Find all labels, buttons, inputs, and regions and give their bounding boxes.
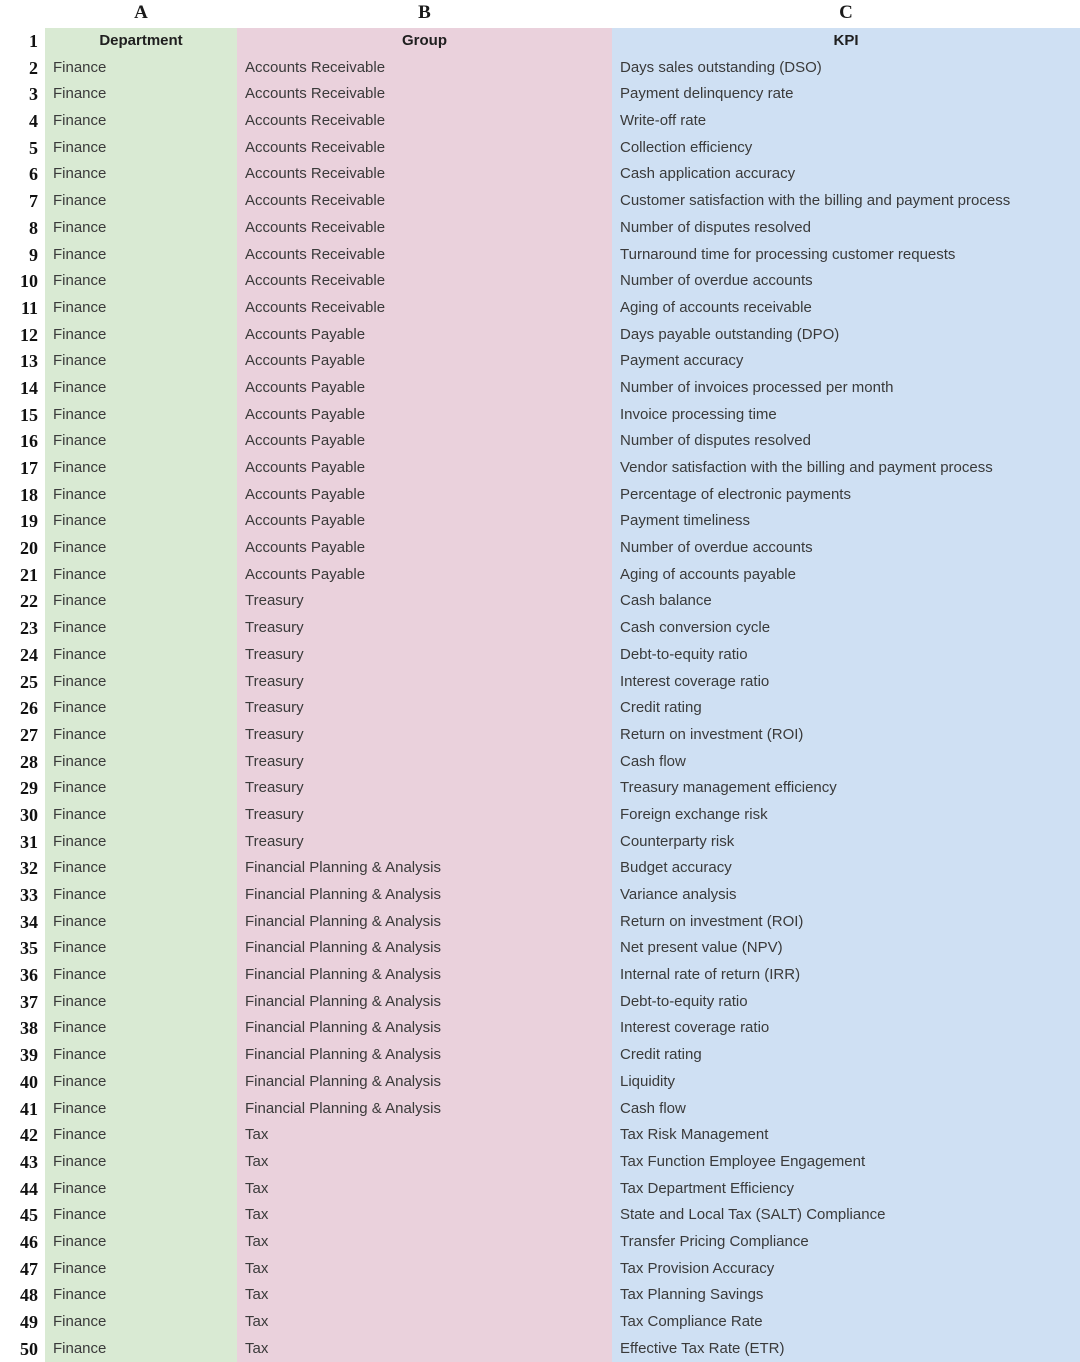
cell-department[interactable]: Finance [45, 81, 237, 108]
cell-group[interactable]: Accounts Payable [237, 348, 612, 375]
table-row [0, 722, 1080, 749]
cell-department[interactable]: Finance [45, 882, 237, 909]
row-number[interactable]: 2 [0, 55, 38, 82]
row-number[interactable]: 18 [0, 482, 38, 509]
cell-kpi[interactable]: Tax Provision Accuracy [612, 1256, 1080, 1283]
cell-kpi[interactable]: Interest coverage ratio [612, 1015, 1080, 1042]
cell-group[interactable]: Accounts Receivable [237, 55, 612, 82]
cell-kpi[interactable]: Turnaround time for processing customer requests [612, 242, 1080, 269]
cell-kpi[interactable]: Collection efficiency [612, 135, 1080, 162]
cell-kpi[interactable]: Days sales outstanding (DSO) [612, 55, 1080, 82]
header-cell-group[interactable]: Group [237, 28, 612, 55]
table-row [0, 242, 1080, 269]
table-row [0, 455, 1080, 482]
cell-kpi[interactable]: Number of disputes resolved [612, 215, 1080, 242]
cell-group[interactable]: Financial Planning & Analysis [237, 1096, 612, 1123]
row-number[interactable]: 5 [0, 135, 38, 162]
table-row [0, 81, 1080, 108]
row-number[interactable]: 14 [0, 375, 38, 402]
table-row [0, 989, 1080, 1016]
table-body [0, 55, 1080, 1359]
cell-department[interactable]: Finance [45, 161, 237, 188]
row-number[interactable]: 27 [0, 722, 38, 749]
cell-group[interactable]: Tax [237, 1149, 612, 1176]
row-number[interactable]: 49 [0, 1309, 38, 1336]
table-row [0, 642, 1080, 669]
cell-department[interactable]: Finance [45, 588, 237, 615]
cell-group[interactable]: Financial Planning & Analysis [237, 1015, 612, 1042]
cell-kpi[interactable]: Aging of accounts receivable [612, 295, 1080, 322]
cell-group[interactable]: Tax [237, 1309, 612, 1336]
cell-kpi[interactable]: Vendor satisfaction with the billing and payment process [612, 455, 1080, 482]
table-row [0, 588, 1080, 615]
cell-group[interactable]: Accounts Payable [237, 375, 612, 402]
cell-kpi[interactable]: Internal rate of return (IRR) [612, 962, 1080, 989]
cell-department[interactable]: Finance [45, 695, 237, 722]
cell-group[interactable]: Accounts Payable [237, 322, 612, 349]
row-number[interactable]: 29 [0, 775, 38, 802]
cell-department[interactable]: Finance [45, 402, 237, 429]
cell-group[interactable]: Tax [237, 1229, 612, 1256]
cell-group[interactable]: Tax [237, 1282, 612, 1309]
cell-department[interactable]: Finance [45, 295, 237, 322]
cell-group[interactable]: Financial Planning & Analysis [237, 1042, 612, 1069]
cell-kpi[interactable]: State and Local Tax (SALT) Compliance [612, 1202, 1080, 1229]
cell-group[interactable]: Tax [237, 1202, 612, 1229]
cell-group[interactable]: Accounts Payable [237, 482, 612, 509]
table-row [0, 962, 1080, 989]
table-row [0, 215, 1080, 242]
cell-kpi[interactable]: Number of invoices processed per month [612, 375, 1080, 402]
cell-kpi[interactable]: Invoice processing time [612, 402, 1080, 429]
row-number[interactable]: 32 [0, 855, 38, 882]
cell-kpi[interactable]: Treasury management efficiency [612, 775, 1080, 802]
row-number[interactable]: 37 [0, 989, 38, 1016]
cell-kpi[interactable]: Tax Planning Savings [612, 1282, 1080, 1309]
cell-kpi[interactable]: Transfer Pricing Compliance [612, 1229, 1080, 1256]
table-row [0, 855, 1080, 882]
cell-group[interactable]: Tax [237, 1122, 612, 1149]
table-row [0, 108, 1080, 135]
row-number[interactable]: 1 [0, 28, 38, 55]
row-number[interactable]: 48 [0, 1282, 38, 1309]
cell-department[interactable]: Finance [45, 1122, 237, 1149]
row-number[interactable]: 19 [0, 508, 38, 535]
cell-kpi[interactable]: Write-off rate [612, 108, 1080, 135]
cell-department[interactable]: Finance [45, 1042, 237, 1069]
table-row [0, 1282, 1080, 1309]
cell-department[interactable]: Finance [45, 1069, 237, 1096]
row-number[interactable]: 22 [0, 588, 38, 615]
table-row [0, 1176, 1080, 1203]
cell-department[interactable]: Finance [45, 829, 237, 856]
cell-group[interactable]: Treasury [237, 695, 612, 722]
cell-department[interactable]: Finance [45, 855, 237, 882]
cell-kpi[interactable]: Debt-to-equity ratio [612, 989, 1080, 1016]
table-row [0, 1336, 1080, 1359]
cell-group[interactable]: Treasury [237, 615, 612, 642]
table-row [0, 669, 1080, 696]
cell-department[interactable]: Finance [45, 989, 237, 1016]
row-number[interactable]: 47 [0, 1256, 38, 1283]
row-number[interactable]: 46 [0, 1229, 38, 1256]
row-number[interactable]: 50 [0, 1336, 38, 1362]
row-number[interactable]: 33 [0, 882, 38, 909]
cell-kpi[interactable]: Tax Risk Management [612, 1122, 1080, 1149]
cell-department[interactable]: Finance [45, 535, 237, 562]
cell-group[interactable]: Financial Planning & Analysis [237, 989, 612, 1016]
cell-department[interactable]: Finance [45, 909, 237, 936]
cell-kpi[interactable]: Tax Department Efficiency [612, 1176, 1080, 1203]
row-number[interactable]: 10 [0, 268, 38, 295]
row-number[interactable]: 3 [0, 81, 38, 108]
cell-department[interactable]: Finance [45, 775, 237, 802]
table-row [0, 562, 1080, 589]
cell-department[interactable]: Finance [45, 615, 237, 642]
row-number[interactable]: 44 [0, 1176, 38, 1203]
row-number[interactable]: 24 [0, 642, 38, 669]
row-number[interactable]: 28 [0, 749, 38, 776]
table-row [0, 829, 1080, 856]
row-number[interactable]: 13 [0, 348, 38, 375]
cell-department[interactable]: Finance [45, 562, 237, 589]
row-number[interactable]: 25 [0, 669, 38, 696]
cell-group[interactable]: Financial Planning & Analysis [237, 962, 612, 989]
table-row [0, 935, 1080, 962]
cell-group[interactable]: Financial Planning & Analysis [237, 909, 612, 936]
table-row [0, 1202, 1080, 1229]
row-number[interactable]: 34 [0, 909, 38, 936]
cell-kpi[interactable]: Cash flow [612, 749, 1080, 776]
cell-kpi[interactable]: Days payable outstanding (DPO) [612, 322, 1080, 349]
cell-kpi[interactable]: Debt-to-equity ratio [612, 642, 1080, 669]
cell-department[interactable]: Finance [45, 1229, 237, 1256]
cell-kpi[interactable]: Effective Tax Rate (ETR) [612, 1336, 1080, 1362]
table-row [0, 508, 1080, 535]
cell-department[interactable]: Finance [45, 1176, 237, 1203]
table-row [0, 1015, 1080, 1042]
row-number[interactable]: 35 [0, 935, 38, 962]
cell-kpi[interactable]: Number of overdue accounts [612, 535, 1080, 562]
cell-kpi[interactable]: Cash balance [612, 588, 1080, 615]
table-row [0, 55, 1080, 82]
cell-kpi[interactable]: Number of disputes resolved [612, 428, 1080, 455]
cell-department[interactable]: Finance [45, 1096, 237, 1123]
column-header-b[interactable]: B [418, 2, 431, 23]
row-number[interactable]: 36 [0, 962, 38, 989]
cell-kpi[interactable]: Tax Function Employee Engagement [612, 1149, 1080, 1176]
header-cell-kpi[interactable]: KPI [612, 28, 1080, 55]
table-row [0, 615, 1080, 642]
row-number[interactable]: 6 [0, 161, 38, 188]
table-row [0, 322, 1080, 349]
table-row [0, 268, 1080, 295]
row-number[interactable]: 23 [0, 615, 38, 642]
table-row [0, 135, 1080, 162]
cell-kpi[interactable]: Interest coverage ratio [612, 669, 1080, 696]
cell-kpi[interactable]: Cash flow [612, 1096, 1080, 1123]
cell-kpi[interactable]: Credit rating [612, 1042, 1080, 1069]
row-number[interactable]: 17 [0, 455, 38, 482]
sheet-grid [0, 28, 1080, 1359]
column-header-strip [0, 0, 1080, 28]
row-number[interactable]: 43 [0, 1149, 38, 1176]
cell-department[interactable]: Finance [45, 375, 237, 402]
cell-group[interactable]: Accounts Receivable [237, 81, 612, 108]
cell-department[interactable]: Finance [45, 242, 237, 269]
cell-department[interactable]: Finance [45, 722, 237, 749]
cell-group[interactable]: Treasury [237, 775, 612, 802]
column-header-c[interactable]: C [839, 2, 853, 23]
cell-group[interactable]: Financial Planning & Analysis [237, 935, 612, 962]
cell-kpi[interactable]: Variance analysis [612, 882, 1080, 909]
cell-department[interactable]: Finance [45, 802, 237, 829]
row-number[interactable]: 26 [0, 695, 38, 722]
cell-group[interactable]: Accounts Receivable [237, 188, 612, 215]
cell-department[interactable]: Finance [45, 1282, 237, 1309]
cell-kpi[interactable]: Foreign exchange risk [612, 802, 1080, 829]
cell-department[interactable]: Finance [45, 455, 237, 482]
cell-kpi[interactable]: Cash application accuracy [612, 161, 1080, 188]
cell-department[interactable]: Finance [45, 1202, 237, 1229]
cell-kpi[interactable]: Payment delinquency rate [612, 81, 1080, 108]
cell-group[interactable]: Tax [237, 1336, 612, 1362]
cell-group[interactable]: Treasury [237, 588, 612, 615]
table-row [0, 1042, 1080, 1069]
row-number[interactable]: 42 [0, 1122, 38, 1149]
cell-kpi[interactable]: Counterparty risk [612, 829, 1080, 856]
cell-group[interactable]: Accounts Receivable [237, 268, 612, 295]
cell-group[interactable]: Accounts Receivable [237, 215, 612, 242]
row-number[interactable]: 45 [0, 1202, 38, 1229]
table-row [0, 1122, 1080, 1149]
table-row [0, 482, 1080, 509]
cell-department[interactable]: Finance [45, 188, 237, 215]
cell-kpi[interactable]: Aging of accounts payable [612, 562, 1080, 589]
cell-group[interactable]: Accounts Payable [237, 402, 612, 429]
row-number[interactable]: 9 [0, 242, 38, 269]
cell-kpi[interactable]: Payment accuracy [612, 348, 1080, 375]
table-row [0, 1149, 1080, 1176]
cell-group[interactable]: Treasury [237, 642, 612, 669]
row-number[interactable]: 7 [0, 188, 38, 215]
cell-department[interactable]: Finance [45, 1336, 237, 1362]
table-row [0, 402, 1080, 429]
cell-group[interactable]: Accounts Payable [237, 535, 612, 562]
cell-kpi[interactable]: Customer satisfaction with the billing and payment process [612, 188, 1080, 215]
table-row [0, 749, 1080, 776]
cell-department[interactable]: Finance [45, 215, 237, 242]
table-row [0, 909, 1080, 936]
cell-group[interactable]: Tax [237, 1176, 612, 1203]
cell-department[interactable]: Finance [45, 1256, 237, 1283]
row-number[interactable]: 15 [0, 402, 38, 429]
row-number[interactable]: 30 [0, 802, 38, 829]
cell-kpi[interactable]: Number of overdue accounts [612, 268, 1080, 295]
table-row [0, 1256, 1080, 1283]
table-row [0, 1229, 1080, 1256]
cell-kpi[interactable]: Liquidity [612, 1069, 1080, 1096]
cell-group[interactable]: Accounts Receivable [237, 161, 612, 188]
cell-department[interactable]: Finance [45, 669, 237, 696]
cell-group[interactable]: Treasury [237, 722, 612, 749]
cell-group[interactable]: Financial Planning & Analysis [237, 1069, 612, 1096]
cell-group[interactable]: Accounts Payable [237, 508, 612, 535]
cell-group[interactable]: Tax [237, 1256, 612, 1283]
cell-group[interactable]: Treasury [237, 829, 612, 856]
row-number[interactable]: 4 [0, 108, 38, 135]
cell-kpi[interactable]: Credit rating [612, 695, 1080, 722]
row-number[interactable]: 20 [0, 535, 38, 562]
cell-department[interactable]: Finance [45, 55, 237, 82]
column-header-a[interactable]: A [134, 2, 148, 23]
table-row [0, 1096, 1080, 1123]
cell-kpi[interactable]: Percentage of electronic payments [612, 482, 1080, 509]
cell-group[interactable]: Accounts Receivable [237, 108, 612, 135]
cell-department[interactable]: Finance [45, 428, 237, 455]
cell-department[interactable]: Finance [45, 749, 237, 776]
cell-group[interactable]: Treasury [237, 749, 612, 776]
cell-department[interactable]: Finance [45, 1149, 237, 1176]
cell-group[interactable]: Accounts Payable [237, 562, 612, 589]
row-number[interactable]: 31 [0, 829, 38, 856]
table-row [0, 188, 1080, 215]
cell-group[interactable]: Financial Planning & Analysis [237, 882, 612, 909]
cell-department[interactable]: Finance [45, 348, 237, 375]
cell-group[interactable]: Accounts Payable [237, 428, 612, 455]
row-number[interactable]: 16 [0, 428, 38, 455]
row-number[interactable]: 21 [0, 562, 38, 589]
table-row [0, 375, 1080, 402]
cell-kpi[interactable]: Return on investment (ROI) [612, 909, 1080, 936]
cell-kpi[interactable]: Tax Compliance Rate [612, 1309, 1080, 1336]
table-row [0, 775, 1080, 802]
row-number[interactable]: 8 [0, 215, 38, 242]
cell-department[interactable]: Finance [45, 482, 237, 509]
row-number[interactable]: 40 [0, 1069, 38, 1096]
table-row [0, 348, 1080, 375]
cell-department[interactable]: Finance [45, 508, 237, 535]
cell-group[interactable]: Accounts Payable [237, 455, 612, 482]
row-number[interactable]: 11 [0, 295, 38, 322]
cell-kpi[interactable]: Net present value (NPV) [612, 935, 1080, 962]
row-number[interactable]: 12 [0, 322, 38, 349]
cell-group[interactable]: Accounts Receivable [237, 242, 612, 269]
cell-department[interactable]: Finance [45, 1015, 237, 1042]
table-header-row [0, 28, 1080, 55]
table-row [0, 695, 1080, 722]
cell-department[interactable]: Finance [45, 935, 237, 962]
row-number[interactable]: 38 [0, 1015, 38, 1042]
cell-department[interactable]: Finance [45, 135, 237, 162]
table-row [0, 428, 1080, 455]
cell-kpi[interactable]: Cash conversion cycle [612, 615, 1080, 642]
table-row [0, 802, 1080, 829]
cell-department[interactable]: Finance [45, 322, 237, 349]
cell-kpi[interactable]: Return on investment (ROI) [612, 722, 1080, 749]
table-row [0, 882, 1080, 909]
cell-group[interactable]: Accounts Receivable [237, 295, 612, 322]
row-number[interactable]: 41 [0, 1096, 38, 1123]
cell-department[interactable]: Finance [45, 642, 237, 669]
table-row [0, 161, 1080, 188]
cell-kpi[interactable]: Budget accuracy [612, 855, 1080, 882]
cell-group[interactable]: Treasury [237, 802, 612, 829]
cell-group[interactable]: Financial Planning & Analysis [237, 855, 612, 882]
cell-group[interactable]: Accounts Receivable [237, 135, 612, 162]
cell-department[interactable]: Finance [45, 268, 237, 295]
cell-department[interactable]: Finance [45, 1309, 237, 1336]
cell-group[interactable]: Treasury [237, 669, 612, 696]
table-row [0, 1069, 1080, 1096]
cell-department[interactable]: Finance [45, 108, 237, 135]
table-row [0, 535, 1080, 562]
cell-department[interactable]: Finance [45, 962, 237, 989]
header-cell-department[interactable]: Department [45, 28, 237, 55]
cell-kpi[interactable]: Payment timeliness [612, 508, 1080, 535]
table-row [0, 1309, 1080, 1336]
row-number[interactable]: 39 [0, 1042, 38, 1069]
table-row [0, 295, 1080, 322]
